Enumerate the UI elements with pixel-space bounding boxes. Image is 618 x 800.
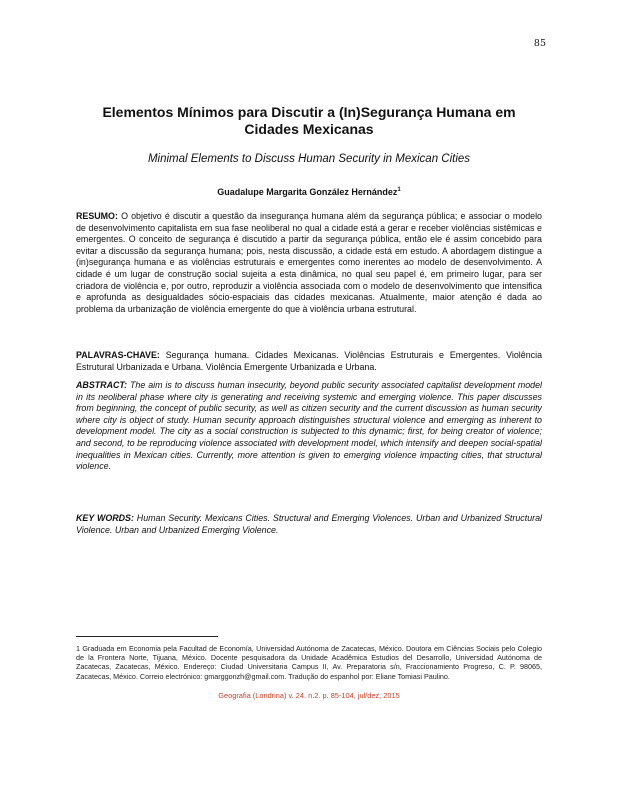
article-subtitle-english: Minimal Elements to Discuss Human Security in Mexican Cities <box>147 153 471 165</box>
journal-reference: Geografia (Londrina) v. 24. n.2. p. 85-104, jul/dez, 2015 <box>218 691 400 700</box>
resumo-label: RESUMO: <box>76 211 118 221</box>
palavras-chave-label: PALAVRAS-CHAVE: <box>76 350 160 360</box>
page-number: 85 <box>533 38 546 49</box>
author-footnote: 1 Graduada em Economia pela Facultad de Economía, Universidad Autónoma de Zacatecas, México. Doutora em Ciências Sociais pelo Colegio de la Frontera Norte, Tijuana, México. Docente pesquisadora da Unidade Acadêmica Estudios del Desarrollo, Universidad Autónoma de Zacatecas, Zacatecas, México. Endereço: Ciudad Universitaria Campus II, Av. Preparatoria s/n, Fraccionamiento Progreso, C. P. 98065, Zacatecas, México. Correio electrónico: gmarggonzh@gmail.com. Tradução do espanhol por: Eliane Tomiasi Paulino. <box>76 644 542 681</box>
palavras-chave-paragraph <box>76 350 542 373</box>
author-footnote-mark: 1 <box>397 187 401 193</box>
resumo-paragraph <box>76 211 542 315</box>
author-name: Guadalupe Margarita González Hernández <box>217 187 398 197</box>
abstract-text: The aim is to discuss human insecurity, beyond public security associated capitalist development model in its neoliberal phase where city is generating and receiving systemic and emerging violence. This paper discusses from beginning, the concept of public security, as well as citizen security and the current discussion as human security where city is object of study. Human security approach distinguishes structural violence and emerging as inherent to development model. The city as a social construction is subjected to this dynamic; first, for being creator of violence; and second, to be reproducing violence associated with development model, which intensify and deepen social-spatial inequalities in Mexican cities. Currently, more attention is given to emerging violence impacting cities, that structural violence. <box>76 380 542 472</box>
resumo-text: O objetivo é discutir a questão da insegurança humana além da segurança pública; e associar o modelo de desenvolvimento capitalista em sua fase neoliberal no qual a cidade está a gerar e receber violências sistêmicas e emergentes. O conceito de segurança é discutido a partir da segurança pública, então ele é assim concebido para evitar a discussão da segurança humana; pois, nesta discussão, a cidade está em estudo. A abordagem distingue a (in)segurança humana e as violências estruturais e emergentes como inerentes ao modelo de desenvolvimento. A cidade é um lugar de construção social sujeita a esta dinâmica, no qual seu papel é, em primeiro lugar, para ser criadora de violência e, por outro, reproduzir a violência associada com o modelo de desenvolvimento que intensifica e aprofunda as desigualdades sócio-espaciais das cidades mexicanas. Atualmente, maior atenção é dada ao problema da urbanização de violência emergente do que à violência urbana estrutural. <box>76 211 542 314</box>
author-line <box>80 186 538 198</box>
key-words-text: Human Security. Mexicans Cities. Structural and Emerging Violences. Urban and Urbanized Structural Violence. Urban and Urbanized Emerging Violence. <box>76 513 542 535</box>
abstract-label: ABSTRACT: <box>76 380 128 390</box>
article-title: Elementos Mínimos para Discutir a (In)Segurança Humana em Cidades Mexicanas <box>102 104 516 137</box>
abstract-paragraph <box>76 380 542 473</box>
palavras-chave-text: Segurança humana. Cidades Mexicanas. Violências Estruturais e Emergentes. Violência Estrutural Urbanizada e Urbana. Violência Emergente Urbanizada e Urbana. <box>76 350 542 372</box>
key-words-label: KEY WORDS: <box>76 513 134 523</box>
footnote-divider <box>76 636 218 637</box>
key-words-paragraph <box>76 513 542 536</box>
